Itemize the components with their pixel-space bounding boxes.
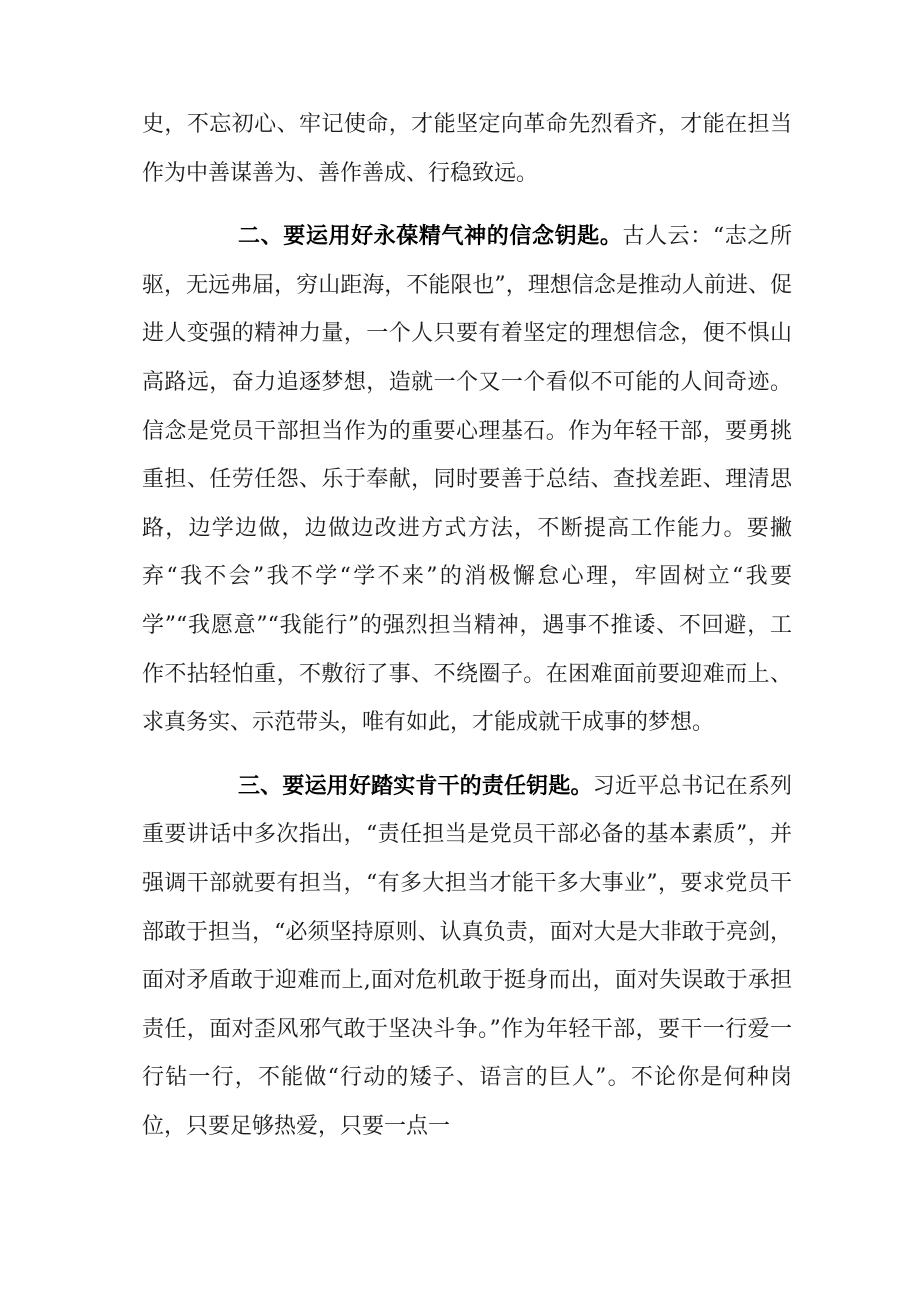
paragraph-section-2 [142, 212, 792, 748]
section-heading: 三、要运用好踏实肯干的责任钥匙。 [238, 772, 593, 799]
paragraph-body: 古人云：“志之所驱，无远弗届，穷山距海，不能限也”，理想信念是推动人前进、促进人变强的精神力量，一个人只要有着坚定的理想信念，便不惧山高路远，奋力追逐梦想，造就一个又一个看似不可能的人间奇迹。信念是党员干部担当作为的重要心理基石。作为年轻干部，要勇挑重担、任劳任怨、乐于奉献，同时要善于总结、查找差距、理清思路，边学边做，边做边改进方式方法，不断提高工作能力。要撇弃“我不会”我不学“学不来”的消极懈怠心理，牢固树立“我要学”“我愿意”“我能行”的强烈担当精神，遇事不推诿、不回避，工作不拈轻怕重，不敷衍了事、不绕圈子。在困难面前要迎难而上、求真务实、示范带头，唯有如此，才能成就干成事的梦想。 [142, 224, 792, 736]
paragraph-body: 习近平总书记在系列重要讲话中多次指出，“责任担当是党员干部必备的基本素质”，并强调干部就要有担当，“有多大担当才能干多大事业”，要求党员干部敢于担当，“必须坚持原则、认真负责，面对大是大非敢于亮剑，面对矛盾敢于迎难而上,面对危机敢于挺身而出，面对失误敢于承担责任，面对歪风邪气敢于坚决斗争。”作为年轻干部，要干一行爱一行钻一行，不能做“行动的矮子、语言的巨人”。不论你是何种岗位，只要足够热爱，只要一点一 [142, 773, 792, 1139]
document-page [142, 101, 792, 1151]
section-heading: 二、要运用好永葆精气神的信念钥匙。 [238, 223, 623, 250]
paragraph-section-3 [142, 762, 792, 1152]
paragraph-body: 史，不忘初心、牢记使命，才能坚定向革命先烈看齐，才能在担当作为中善谋善为、善作善成、行稳致远。 [142, 112, 792, 186]
paragraph-continuation [142, 101, 792, 198]
